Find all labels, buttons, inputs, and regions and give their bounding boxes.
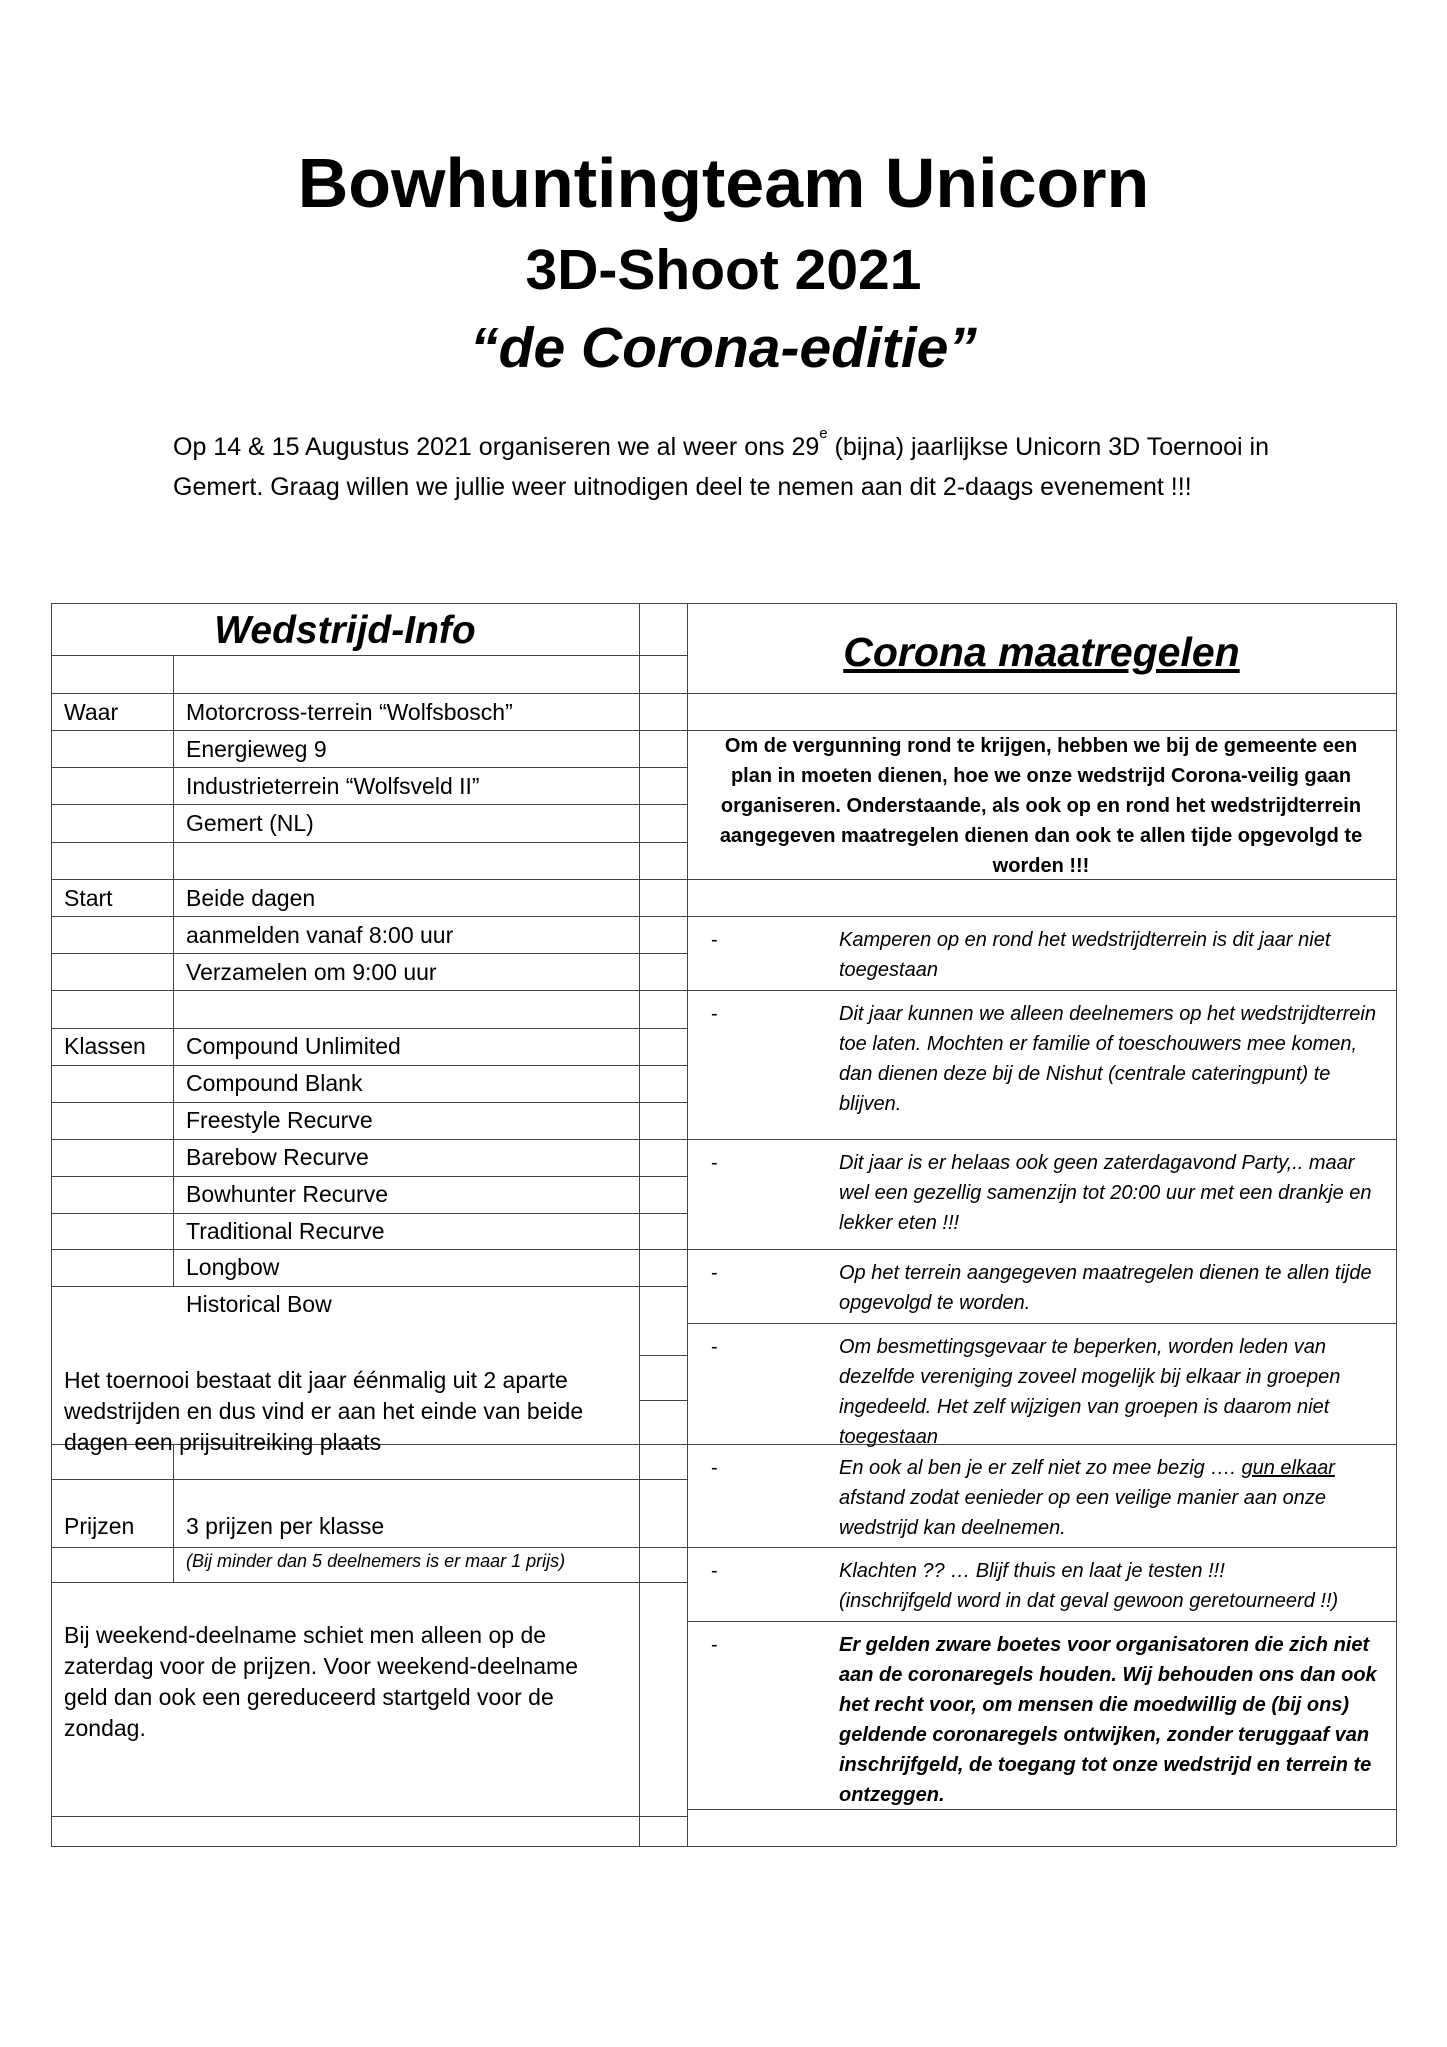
column-divider-2 <box>687 603 688 1846</box>
row-line <box>639 1400 687 1401</box>
row-line <box>687 1249 1396 1250</box>
intro-text-2: (bijna) jaarlijkse Unicorn 3D Toernooi in Gemert. Graag willen we jullie weer uitnodigen deel te nemen aan dit 2-daags evenement !!! <box>173 433 1270 501</box>
start-line: aanmelden vanaf 8:00 uur <box>186 922 454 948</box>
rule-text: Dit jaar is er helaas ook geen zaterdagavond Party,.. maar wel een gezellig samenzijn tot 20:00 uur met een drankje en lekker eten !!! <box>839 1152 1372 1234</box>
document-title: Bowhuntingteam Unicorn <box>297 144 1150 222</box>
prijzen-value: 3 prijzen per klasse <box>186 1513 385 1539</box>
klasse-item: Traditional Recurve <box>186 1218 385 1244</box>
table-border-left <box>51 603 52 1846</box>
wedstrijd-info-heading: Wedstrijd-Info <box>214 609 476 652</box>
waar-label: Waar <box>64 699 119 725</box>
rule-text-line: Klachten ?? … Blijf thuis en laat je testen !!! <box>839 1560 1225 1582</box>
row-line <box>687 1621 1396 1622</box>
rule-text-underlined: gun elkaar <box>1241 1457 1335 1479</box>
location-line: Energieweg 9 <box>186 736 327 762</box>
row-line <box>51 1479 687 1480</box>
corona-intro: Om de vergunning rond te krijgen, hebben we bij de gemeente een plan in moeten dienen, hoe we onze wedstrijd Corona-veilig gaan organiseren. Onderstaande, als ook op en rond het wedstrijdterrein aangegeven maatregelen dienen dan ook te allen tijde opgevolgd te worden !!! <box>719 735 1363 877</box>
klasse-item: Compound Blank <box>186 1070 363 1096</box>
row-line <box>51 1286 687 1287</box>
rule-text-line: (inschrijfgeld word in dat geval gewoon geretourneerd !!) <box>839 1590 1339 1612</box>
row-line <box>687 990 1396 991</box>
rule-text: Om besmettingsgevaar te beperken, worden leden van dezelfde vereniging zoveel mogelijk bij elkaar in groepen ingedeeld. Het zelf wijzigen van groepen is daarom niet toegestaan <box>839 1336 1341 1448</box>
klasse-item: Barebow Recurve <box>186 1144 369 1170</box>
intro-superscript: e <box>819 425 828 442</box>
location-line: Gemert (NL) <box>186 810 314 836</box>
start-line: Verzamelen om 9:00 uur <box>186 959 437 985</box>
klasse-item: Freestyle Recurve <box>186 1107 373 1133</box>
klasse-item: Bowhunter Recurve <box>186 1181 388 1207</box>
column-divider-1 <box>639 603 640 1846</box>
row-line <box>687 916 1396 917</box>
intro-paragraph <box>173 427 1323 507</box>
bullet-dash: - <box>711 929 718 951</box>
intro-text-1: Op 14 & 15 Augustus 2021 organiseren we al weer ons 29 <box>173 433 820 461</box>
bullet-dash: - <box>711 1336 718 1358</box>
row-line <box>51 879 687 880</box>
bullet-dash: - <box>711 1457 718 1479</box>
klassen-label: Klassen <box>64 1033 146 1059</box>
bullet-dash: - <box>711 1152 718 1174</box>
row-line <box>687 1547 1396 1548</box>
bullet-dash: - <box>711 1262 718 1284</box>
table-border-bottom <box>51 1846 1396 1847</box>
start-label: Start <box>64 885 113 911</box>
klasse-item: Compound Unlimited <box>186 1033 401 1059</box>
bullet-dash: - <box>711 1003 718 1025</box>
toernooi-note: Het toernooi bestaat dit jaar éénmalig uit 2 aparte wedstrijden en dus vind er aan het einde van beide dagen een prijsuitreiking plaats <box>64 1367 584 1455</box>
row-line <box>51 655 687 656</box>
row-line <box>687 1323 1396 1324</box>
weekend-note: Bij weekend-deelname schiet men alleen op de zaterdag voor de prijzen. Voor weekend-deelname geld dan ook een gereduceerd startgeld voor de zondag. <box>64 1622 578 1741</box>
table-border-right <box>1396 603 1397 1846</box>
prijzen-label: Prijzen <box>64 1513 135 1539</box>
bullet-dash: - <box>711 1634 718 1656</box>
rule-text-part: afstand zodat eenieder op een veilige manier aan onze wedstrijd kan deelnemen. <box>839 1487 1327 1539</box>
location-line: Industrieterrein “Wolfsveld II” <box>186 773 480 799</box>
edition-title: “de Corona-editie” <box>470 316 977 380</box>
label-divider-2 <box>173 1444 174 1582</box>
label-divider-1 <box>173 655 174 1286</box>
rule-text: Dit jaar kunnen we alleen deelnemers op het wedstrijdterrein toe laten. Mochten er familie of toeschouwers mee komen, dan dienen deze bij de Nishut (centrale cateringpunt) te blijven. <box>839 1003 1376 1115</box>
row-line <box>51 842 687 843</box>
rule-text <box>839 1556 1389 1616</box>
corona-heading: Corona maatregelen <box>843 629 1240 675</box>
klasse-item: Longbow <box>186 1254 280 1280</box>
klasse-item: Historical Bow <box>186 1291 332 1317</box>
rule-text: Op het terrein aangegeven maatregelen dienen te allen tijde opgevolgd te worden. <box>839 1262 1372 1314</box>
row-line <box>51 1816 687 1817</box>
document-subtitle: 3D-Shoot 2021 <box>525 238 922 302</box>
row-line <box>687 1139 1396 1140</box>
row-line <box>51 1065 687 1066</box>
row-line <box>51 1139 687 1140</box>
location-line: Motorcross-terrein “Wolfsbosch” <box>186 699 513 725</box>
rule-text: Kamperen op en rond het wedstrijdterrein is dit jaar niet toegestaan <box>839 929 1331 981</box>
row-line <box>639 1355 687 1356</box>
rule-text <box>839 1453 1389 1543</box>
info-table <box>51 603 1396 1846</box>
bullet-dash: - <box>711 1560 718 1582</box>
start-line: Beide dagen <box>186 885 316 911</box>
prijzen-note: (Bij minder dan 5 deelnemers is er maar 1 prijs) <box>186 1551 566 1571</box>
row-line <box>687 693 1396 694</box>
rule-text: Er gelden zware boetes voor organisatoren die zich niet aan de coronaregels houden. Wij behouden ons dan ook het recht voor, om mensen die moedwillig de (bij ons) geldende coronaregels ontwijken, zonder teruggaaf van inschrijfgeld, de toegang tot onze wedstrijd en terrein te ontzeggen. <box>839 1634 1377 1806</box>
rule-text-part: En ook al ben je er zelf niet zo mee bezig …. <box>839 1457 1242 1479</box>
row-line <box>51 1582 687 1583</box>
